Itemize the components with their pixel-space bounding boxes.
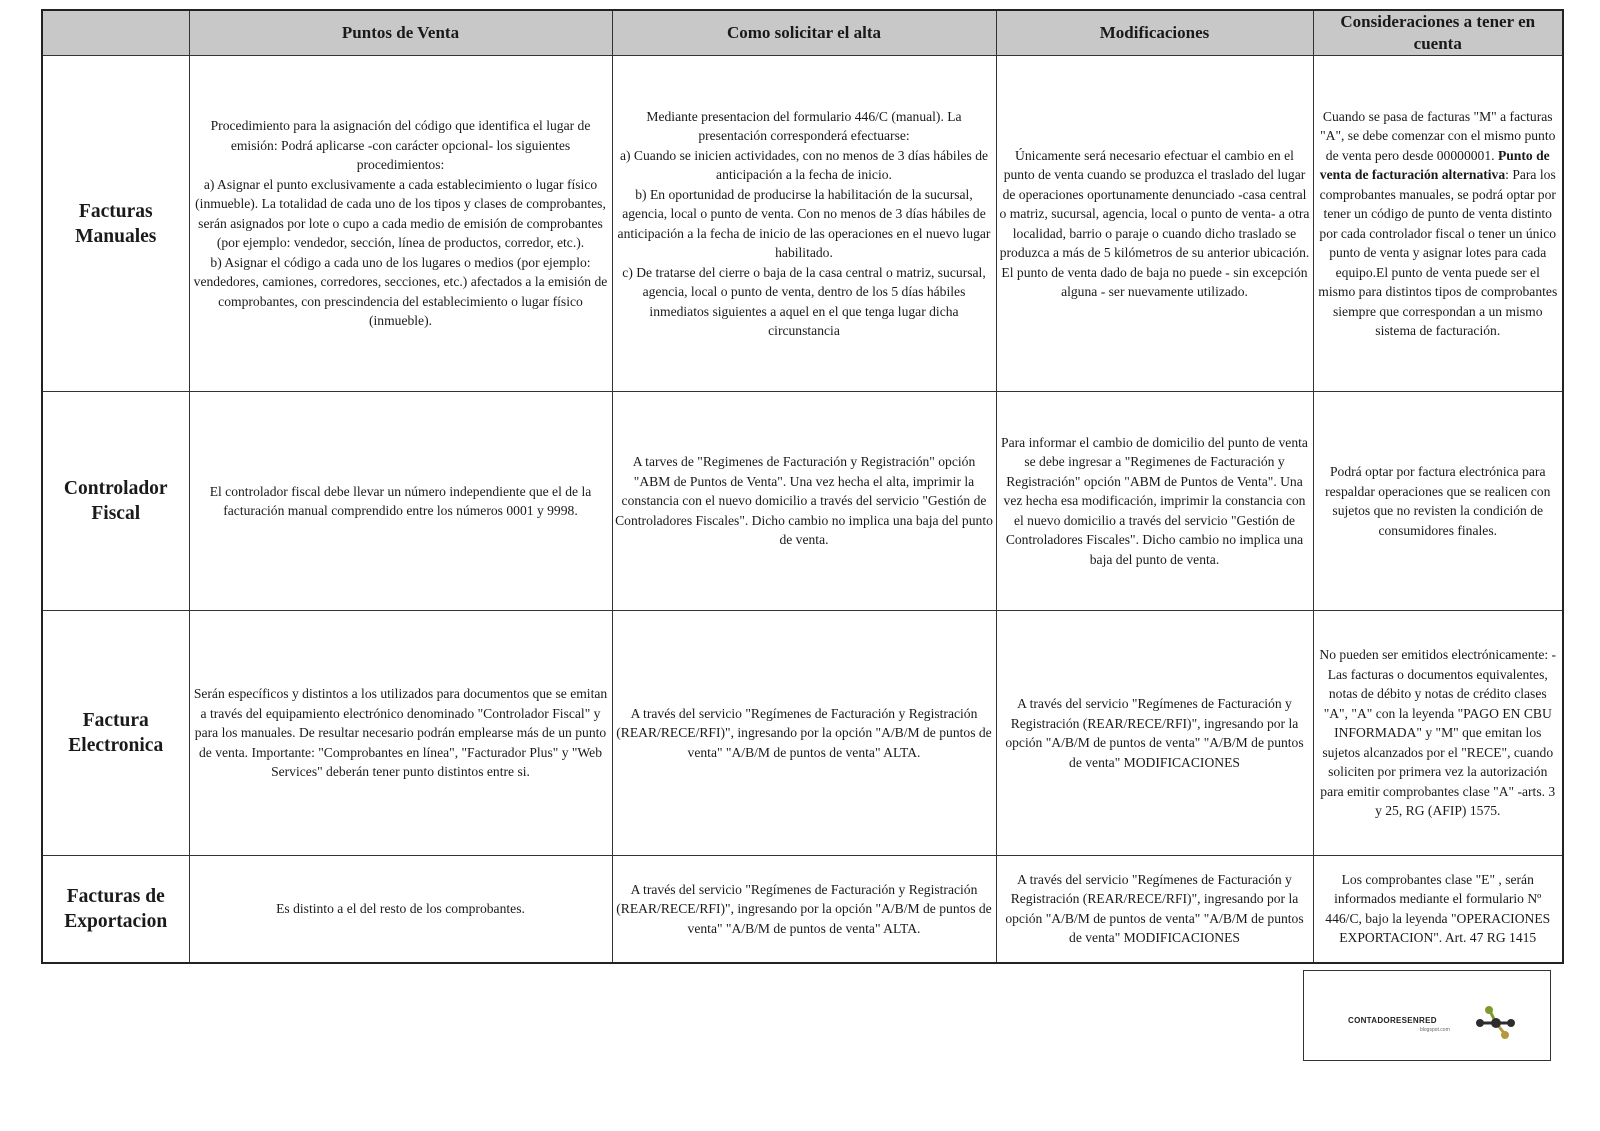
cell-text: A tarves de "Regimenes de Facturación y Registración" opción "ABM de Puntos de Venta". Una vez hecha el alta, imprimir la constancia con el nuevo domicilio a través del servicio "Gestión de Controladores Fiscales". Dicho cambio no implica una baja del punto de venta.: [615, 454, 993, 548]
brand-logo-text: CONTADORESENRED: [1348, 1016, 1437, 1025]
cell-consideraciones: [1313, 392, 1563, 611]
cell-text: A través del servicio "Regímenes de Facturación y Registración (REAR/RECE/RFI)", ingresando por la opción "A/B/M de puntos de venta" "A/B/M de puntos de venta" MODIFICACIONES: [1005, 696, 1304, 770]
cell-puntos-de-venta: [189, 392, 612, 611]
cell-text: Es distinto a el del resto de los comprobantes.: [276, 901, 525, 916]
cell-text: A través del servicio "Regímenes de Facturación y Registración (REAR/RECE/RFI)", ingresando por la opción "A/B/M de puntos de venta" "A/B/M de puntos de venta" MODIFICACIONES: [1005, 871, 1304, 946]
cell-puntos-de-venta: [189, 56, 612, 392]
cell-text-bold: Punto de venta de facturación alternativa: [1319, 147, 1550, 182]
cell-text-part: Cuando se pasa de facturas "M" a facturas "A", se debe comenzar con el mismo punto de venta pero desde 00000001.: [1320, 108, 1556, 163]
cell-text: A través del servicio "Regímenes de Facturación y Registración (REAR/RECE/RFI)", ingresando por la opción "A/B/M de puntos de venta" "A/B/M de puntos de venta" ALTA.: [616, 705, 992, 760]
cell-como-solicitar-alta: [612, 56, 996, 392]
cell-text: Procedimiento para la asignación del código que identifica el lugar de emisión: Podrá aplicarse -con carácter opcional- los siguientes procedimientos: a) Asignar el punto exclusivamente a cada establecimiento o lugar físico (inmueble). La totalidad de cada uno de los tipos y clases de comprobantes, serán asignados por lote o cupo a cada medio de emisión de comprobantes (por ejemplo: vendedor, sección, línea de productos, corredor, etc.). b) Asignar el código a cada uno de los lugares o medios (por ejemplo: vendedores, camiones, corredores, secciones, etc.) afectados a la emisión de comprobantes, con prescindencia del establecimiento o lugar físico (inmueble).: [193, 118, 608, 329]
points-of-sale-table: [41, 9, 1564, 964]
network-nodes-icon: [1474, 1005, 1518, 1041]
row-label: Facturas Manuales: [42, 56, 189, 392]
brand-logo-subtext: blogspot.com: [1420, 1027, 1450, 1033]
cell-modificaciones: [996, 56, 1313, 392]
cell-consideraciones: [1313, 856, 1563, 963]
cell-consideraciones: [1313, 56, 1563, 392]
cell-como-solicitar-alta: [612, 856, 996, 963]
cell-text: Únicamente será necesario efectuar el cambio en el punto de venta cuando se produzca el traslado del lugar de operaciones oportunamente denunciado -casa central o matriz, sucursal, agencia, local o punto de venta- a otra localidad, barrio o paraje o cuando dicho traslado se produzca a más de 5 kilómetros de su anterior ubicación. El punto de venta dado de baja no puede - sin excepción alguna - ser nuevamente utilizado.: [999, 147, 1310, 299]
cell-text: Para informar el cambio de domicilio del punto de venta se debe ingresar a "Regimenes de Facturación y Registración" opción "ABM de Puntos de Venta". Una vez hecha esa modificación, imprimir la constancia con el nuevo domicilio a través del servicio "Gestión de Controladores Fiscales". Dicho cambio no implica una baja del punto de venta.: [1001, 434, 1308, 567]
table-row-facturas-de-exportacion: [42, 856, 1563, 963]
header-modificaciones: Modificaciones: [996, 10, 1313, 56]
cell-text: A través del servicio "Regímenes de Facturación y Registración (REAR/RECE/RFI)", ingresando por la opción "A/B/M de puntos de venta" "A/B/M de puntos de venta" ALTA.: [616, 881, 992, 936]
cell-modificaciones: [996, 611, 1313, 856]
cell-text-part: : Para los comprobantes manuales, se podrá optar por tener un código de punto de venta distinto por cada controlador fiscal o tener un único punto de venta y asignar lotes para cada equipo.El punto de venta puede ser el mismo para distintos tipos de comprobantes siempre que correspondan a un mismo sistema de facturación.: [1318, 167, 1558, 338]
cell-text: Mediante presentacion del formulario 446/C (manual). La presentación corresponderá efectuarse: a) Cuando se inicien actividades, con no menos de 3 días hábiles de anticipación a la fecha de inicio. b) En oportunidad de producirse la habilitación de la sucursal, agencia, local o punto de venta. Con no menos de 3 días hábiles de anticipación a la fecha de inicio de las operaciones en el nuevo lugar habilitado. c) De tratarse del cierre o baja de la casa central o matriz, sucursal, agencia, local o punto de venta, dentro de los 5 días hábiles inmediatos siguientes a aquel en el que tenga lugar dicha circunstancia: [617, 108, 991, 338]
cell-consideraciones: [1313, 611, 1563, 856]
row-label: Factura Electronica: [42, 611, 189, 856]
cell-modificaciones: [996, 856, 1313, 963]
cell-text: Serán específicos y distintos a los utilizados para documentos que se emitan a través del equipamiento electrónico denominado "Controlador Fiscal" y para los manuales. De resultar necesario podrán emplearse más de un punto de venta. Importante: "Comprobantes en línea", "Facturador Plus" y "Web Services" deberán tener punto distintos entre si.: [193, 686, 608, 780]
header-consideraciones: Consideraciones a tener en cuenta: [1313, 10, 1563, 56]
header-corner: [42, 10, 189, 56]
header-como-solicitar-alta: Como solicitar el alta: [612, 10, 996, 56]
cell-text: [1316, 107, 1561, 341]
row-label: Controlador Fiscal: [42, 392, 189, 611]
table-row-controlador-fiscal: [42, 392, 1563, 611]
brand-logo: [1303, 970, 1551, 1061]
header-row: [42, 10, 1563, 56]
cell-text: No pueden ser emitidos electrónicamente: - Las facturas o documentos equivalentes, notas de débito y notas de crédito clases "A", "A" con la leyenda "PAGO EN CBU INFORMADA" y "M" que emitan los sujetos alcanzados por el "RECE", cuando soliciten por primera vez la autorización para emitir comprobantes clase "A" -arts. 3 y 25, RG (AFIP) 1575.: [1319, 647, 1557, 819]
header-puntos-de-venta: Puntos de Venta: [189, 10, 612, 56]
cell-modificaciones: [996, 392, 1313, 611]
cell-puntos-de-venta: [189, 856, 612, 963]
table-row-facturas-manuales: [42, 56, 1563, 392]
cell-text: Podrá optar por factura electrónica para respaldar operaciones que se realicen con sujetos que no revisten la condición de consumidores finales.: [1325, 464, 1551, 538]
cell-como-solicitar-alta: [612, 392, 996, 611]
cell-text: El controlador fiscal debe llevar un número independiente que el de la facturación manual comprendido entre los números 0001 y 9998.: [209, 483, 592, 518]
cell-como-solicitar-alta: [612, 611, 996, 856]
row-label: Facturas de Exportacion: [42, 856, 189, 963]
cell-text: Los comprobantes clase "E" , serán informados mediante el formulario Nº 446/C, bajo la leyenda "OPERACIONES EXPORTACION". Art. 47 RG 1415: [1325, 871, 1551, 946]
cell-puntos-de-venta: [189, 611, 612, 856]
table-row-factura-electronica: [42, 611, 1563, 856]
